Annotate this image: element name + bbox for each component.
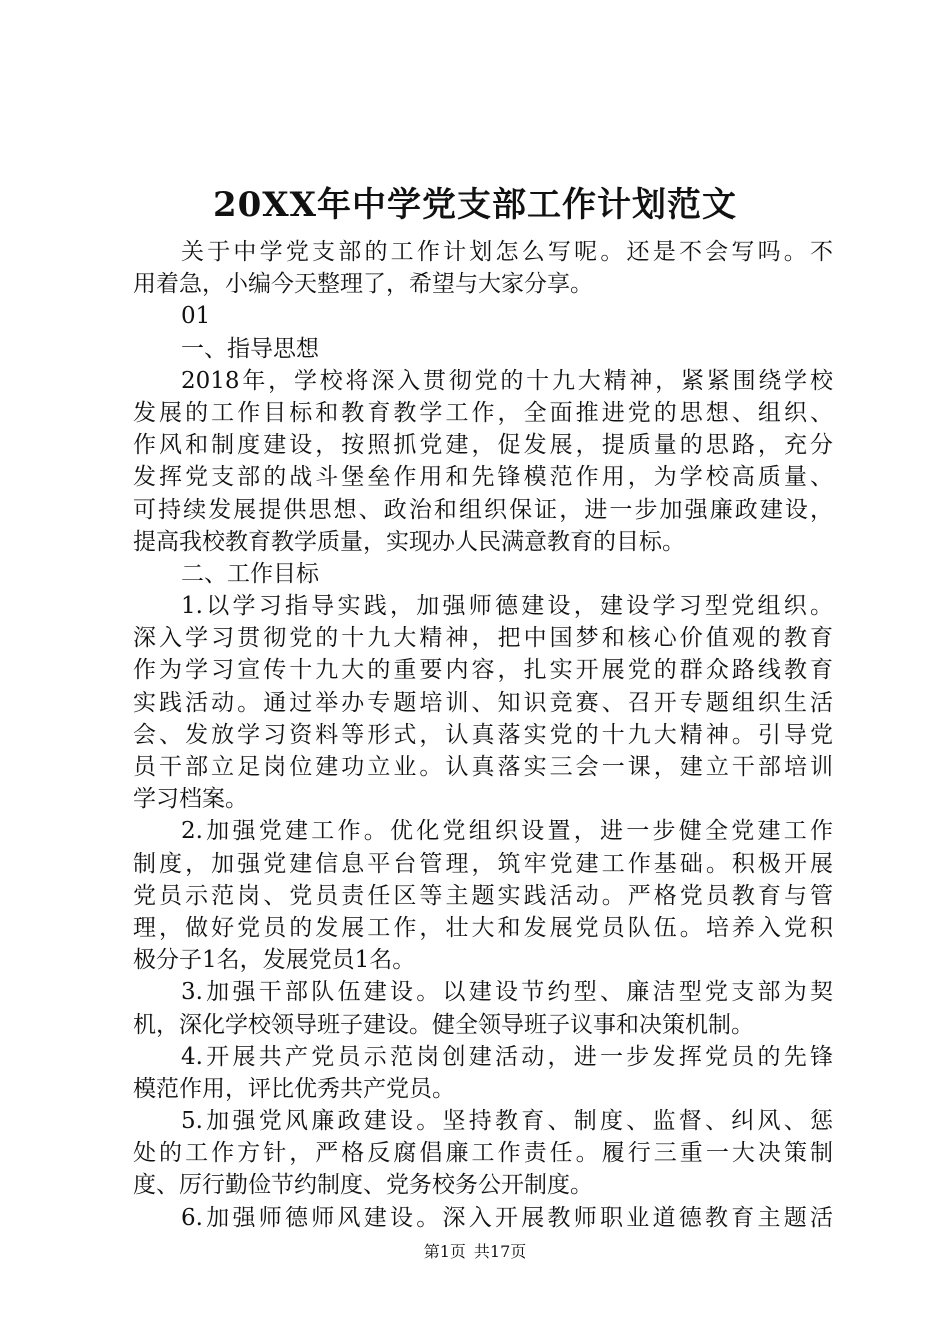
text-line: 深入学习贯彻党的十九大精神，把中国梦和核心价值观的教育	[133, 625, 833, 652]
document-body	[133, 236, 833, 1234]
text-line: 处的工作方针，严格反腐倡廉工作责任。履行三重一大决策制	[133, 1140, 833, 1167]
page-footer	[0, 1240, 950, 1264]
text-line: 制度，加强党建信息平台管理，筑牢党建工作基础。积极开展	[133, 850, 833, 877]
text-line: 理，做好党员的发展工作，壮大和发展党员队伍。培养入党积	[133, 914, 833, 941]
page-number: 第1页	[423, 1242, 466, 1261]
text-line: 1.以学习指导实践，加强师德建设，建设学习型党组织。	[181, 593, 833, 620]
text-line: 实践活动。通过举办专题培训、知识竞赛、召开专题组织生活	[133, 689, 833, 716]
text-line: 学习档案。	[133, 786, 248, 813]
text-line: 6.加强师德师风建设。深入开展教师职业道德教育主题活	[181, 1204, 833, 1231]
text-line: 极分子1名，发展党员1名。	[133, 947, 416, 974]
text-line: 党员示范岗、党员责任区等主题实践活动。严格党员教育与管	[133, 882, 833, 909]
text-line: 作为学习宣传十九大的重要内容，扎实开展党的群众路线教育	[133, 657, 833, 684]
text-line: 模范作用，评比优秀共产党员。	[133, 1075, 455, 1102]
text-line: 发挥党支部的战斗堡垒作用和先锋模范作用，为学校高质量、	[133, 464, 833, 491]
text-line: 用着急，小编今天整理了，希望与大家分享。	[133, 271, 593, 298]
text-line: 度、厉行勤俭节约制度、党务校务公开制度。	[133, 1172, 593, 1199]
text-line: 4.开展共产党员示范岗创建活动，进一步发挥党员的先锋	[181, 1043, 833, 1070]
text-line: 关于中学党支部的工作计划怎么写呢。还是不会写吗。不	[181, 239, 833, 265]
text-line: 员干部立足岗位建功立业。认真落实三会一课，建立干部培训	[133, 754, 833, 780]
text-line: 提高我校教育教学质量，实现办人民满意教育的目标。	[133, 528, 685, 555]
text-line: 发展的工作目标和教育教学工作，全面推进党的思想、组织、	[133, 399, 833, 426]
text-line: 机，深化学校领导班子建设。健全领导班子议事和决策机制。	[133, 1011, 754, 1038]
text-line: 3.加强干部队伍建设。以建设节约型、廉洁型党支部为契	[181, 979, 833, 1006]
section-heading: 二、工作目标	[181, 560, 319, 587]
text-line: 5.加强党风廉政建设。坚持教育、制度、监督、纠风、惩	[181, 1108, 833, 1135]
text-line: 作风和制度建设，按照抓党建，促发展，提质量的思路，充分	[133, 432, 833, 459]
text-line: 01	[181, 303, 211, 330]
section-heading: 一、指导思想	[181, 335, 319, 362]
text-line: 2.加强党建工作。优化党组织设置，进一步健全党建工作	[181, 818, 833, 845]
text-line: 会、发放学习资料等形式，认真落实党的十九大精神。引导党	[133, 721, 833, 748]
text-line: 可持续发展提供思想、政治和组织保证，进一步加强廉政建设，	[133, 496, 833, 523]
text-line: 2018年，学校将深入贯彻党的十九大精神，紧紧围绕学校	[181, 367, 833, 394]
page-total: 共17页	[473, 1242, 527, 1261]
document-title: 20XX年中学党支部工作计划范文	[212, 185, 738, 225]
